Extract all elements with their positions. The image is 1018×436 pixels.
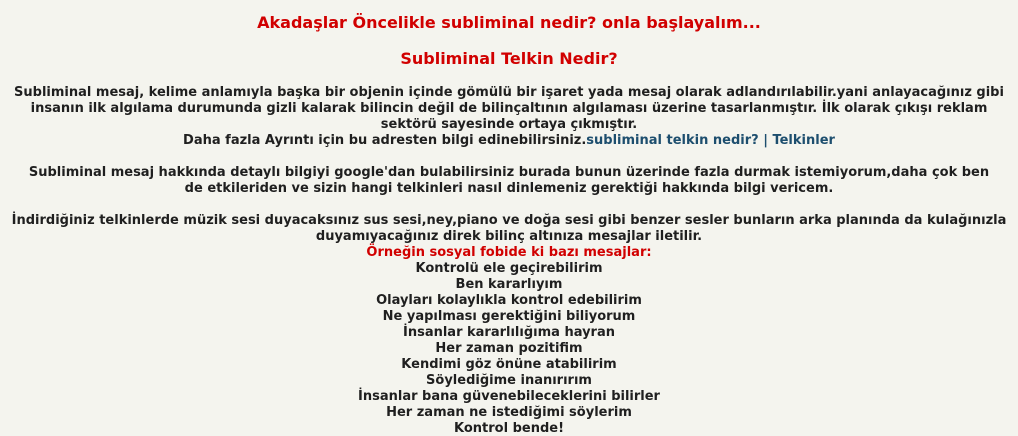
paragraph-music: İndirdiğiniz telkinlerde müzik sesi duyacaksınız sus sesi,ney,piano ve doğa sesi gibi benzer sesler bunların arka planında da kulağınızla duyamıyacağınız direk bilinç altınıza mesajlar iletilir. xyxy=(11,213,1007,244)
list-item: Kontrol bende! xyxy=(454,421,564,436)
paragraph-definition xyxy=(0,85,1018,149)
examples-title: Örneğin sosyal fobide ki bazı mesajlar: xyxy=(366,245,652,260)
main-heading: Akadaşlar Öncelikle subliminal nedir? onla başlayalım... xyxy=(257,13,761,32)
more-info-text: Daha fazla Ayrıntı için bu adresten bilgi edinebilirsiniz. xyxy=(183,133,587,148)
sub-heading: Subliminal Telkin Nedir? xyxy=(400,49,618,68)
paragraph-definition-text: Subliminal mesaj, kelime anlamıyla başka bir objenin içinde gömülü bir işaret yada mesaj olarak adlandırılabilir.yani anlayacağınız gibi insanın ilk algılama durumunda gizli kalarak bilincin değil de bilinçaltının algılaması üzerine tasarlanmıştır. İlk olarak çıkışı reklam sektörü sayesinde ortaya çıkmıştır. xyxy=(14,85,1004,132)
paragraph-details: Subliminal mesaj hakkında detaylı bilgiyi google'dan bulabilirsiniz burada bunun üzerinde fazla durmak istemiyorum,daha çok ben de etkileriden ve sizin hangi telkinleri nasıl dinlemeniz gerektiği hakkında bilgi vericem. xyxy=(28,165,990,196)
list-item: İnsanlar kararlılığıma hayran xyxy=(402,325,615,340)
list-item: Her zaman ne istediğimi söylerim xyxy=(386,405,632,420)
list-item: Olayları kolaylıkla kontrol edebilirim xyxy=(376,293,642,308)
list-item: Kontrolü ele geçirebilirim xyxy=(415,261,603,276)
list-item: Her zaman pozitifim xyxy=(435,341,583,356)
examples-list xyxy=(0,261,1018,436)
list-item: Ben kararlıyım xyxy=(455,277,563,292)
list-item: İnsanlar bana güvenebileceklerini bilirler xyxy=(358,389,660,404)
list-item: Söylediğime inanırırım xyxy=(426,373,592,388)
subliminal-link[interactable]: subliminal telkin nedir? | Telkinler xyxy=(586,133,835,148)
list-item: Ne yapılması gerektiğini biliyorum xyxy=(382,309,636,324)
list-item: Kendimi göz önüne atabilirim xyxy=(401,357,617,372)
